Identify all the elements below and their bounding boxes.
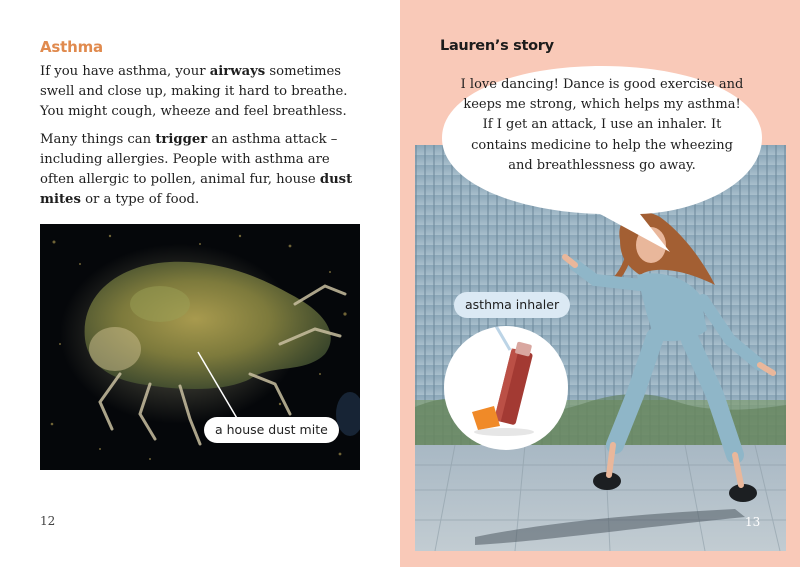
inhaler-inset	[444, 326, 568, 450]
page-number-right: 13	[745, 515, 761, 529]
keyword-airways: airways	[209, 64, 266, 79]
speech-bubble	[440, 62, 764, 214]
right-page	[400, 0, 800, 567]
story-title: Lauren’s story	[440, 38, 554, 54]
paragraph-triggers: Many things can trigger an asthma attack – including allergies. People with asthma are often allergic to pollen, animal fur, house dust mites or a type of food.	[40, 132, 353, 207]
section-heading: Asthma	[40, 38, 103, 56]
inhaler-label: asthma inhaler	[454, 292, 570, 318]
keyword-dust-mites: dust mites	[40, 172, 353, 207]
page-number-left: 12	[40, 514, 56, 528]
keyword-trigger: trigger	[155, 132, 208, 147]
inhaler-icon	[444, 326, 568, 450]
speech-text: I love dancing! Dance is good exercise and keeps me strong, which helps my asthma! If I get an attack, I use an inhaler. It contains medicine to help the wheezing and breathlessness go away.	[460, 77, 744, 173]
paragraph-airways: If you have asthma, your airways sometimes swell and close up, making it hard to breathe. You might cough, wheeze and feel breathless.	[40, 64, 348, 119]
dust-mite-label: a house dust mite	[204, 417, 339, 443]
